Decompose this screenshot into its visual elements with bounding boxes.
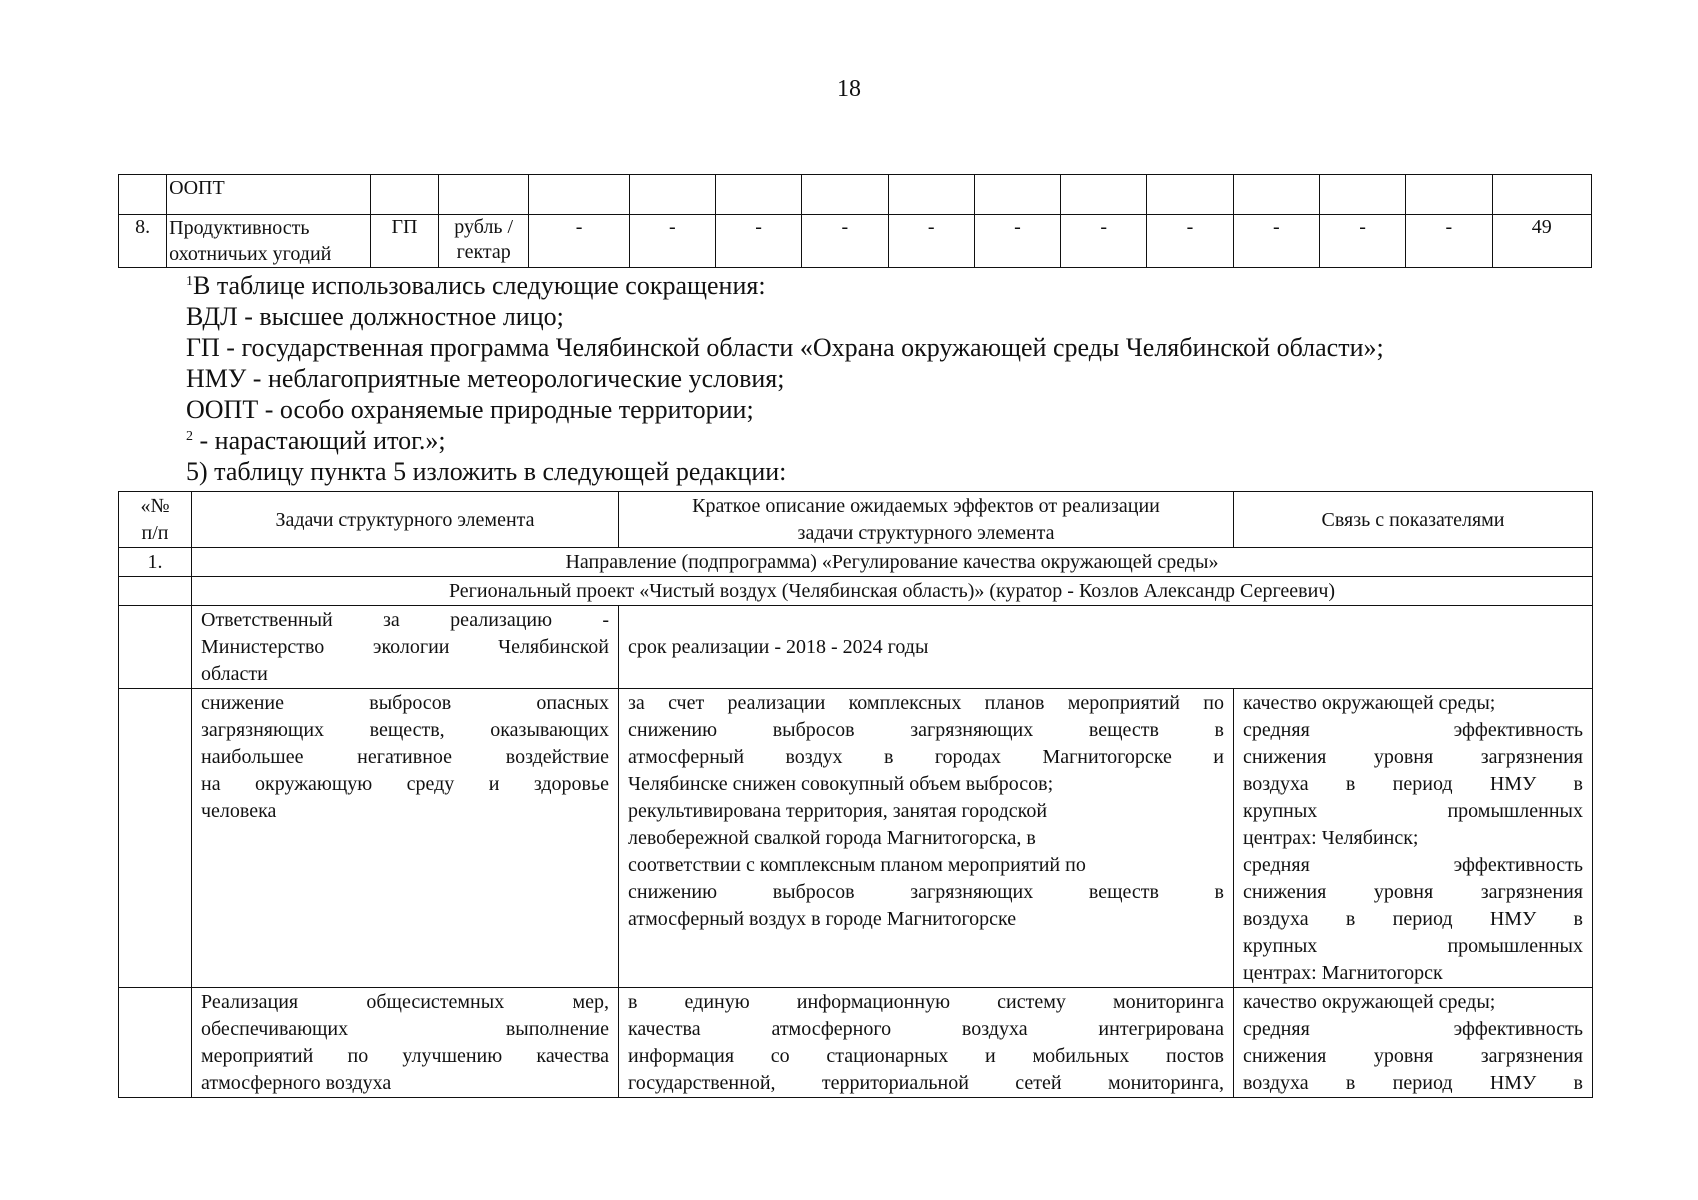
effect-cell: за счет реализации комплексных планов мероприятий по снижению выбросов загрязняющих веществ в атмосферный воздух в городах Магнитогорске и Челябинске снижен совокупный объем выбросов; рекультивирована территория, занятая городской левобережной свалкой города Магнитогорска, в соответствии с комплексным планом мероприятий по снижению выбросов загрязняющих веществ в атмосферный воздух в городе Магнитогорске <box>619 689 1234 988</box>
indicator-name: Продуктивность охотничьих угодий <box>167 215 371 268</box>
note-line: ГП - государственная программа Челябинской области «Охрана окружающей среды Челябинской области»; <box>186 333 1384 362</box>
value-cell: - <box>888 215 974 268</box>
table-header-row <box>119 492 1593 548</box>
effect-cell: в единую информационную систему мониторинга качества атмосферного воздуха интегрирована информация со стационарных и мобильных постов государственной, территориальной сетей мониторинга, <box>619 988 1234 1098</box>
note-line: 5) таблицу пункта 5 изложить в следующей редакции: <box>186 457 787 486</box>
link-cell: качество окружающей среды; средняя эффективность снижения уровня загрязнения воздуха в период НМУ в <box>1234 988 1593 1098</box>
footnotes <box>186 270 1586 487</box>
note-line: $^1$В таблице использовались следующие сокращения: <box>186 271 766 300</box>
value-cell: - <box>1061 215 1147 268</box>
link-cell: качество окружающей среды; средняя эффективность снижения уровня загрязнения воздуха в период НМУ в крупных промышленных центрах: Челябинск; средняя эффективность снижения уровня загрязнения воздуха в период НМУ в крупных промышленных центрах: Магнитогорск <box>1234 689 1593 988</box>
responsible-cell: Ответственный за реализацию - Министерство экологии Челябинской области <box>192 606 619 689</box>
header-num: «№ п/п <box>119 492 192 548</box>
value-cell: - <box>802 215 888 268</box>
table-row <box>119 548 1593 577</box>
value-cell: - <box>1319 215 1405 268</box>
value-cell: - <box>1233 215 1319 268</box>
task-cell: Реализация общесистемных мер, обеспечивающих выполнение мероприятий по улучшению качества атмосферного воздуха <box>192 988 619 1098</box>
note-line: ВДЛ - высшее должностное лицо; <box>186 302 564 331</box>
value-cell: 49 <box>1492 215 1592 268</box>
table-row <box>119 215 1592 268</box>
term-cell: срок реализации - 2018 - 2024 годы <box>619 606 1593 689</box>
table-row <box>119 577 1593 606</box>
indicators-table-fragment <box>118 174 1592 268</box>
row-number: 8. <box>119 215 167 268</box>
project-title: Региональный проект «Чистый воздух (Челябинская область)» (куратор - Козлов Александр Сергеевич) <box>192 577 1593 606</box>
value-cell: - <box>1406 215 1492 268</box>
header-effects: Краткое описание ожидаемых эффектов от реализации задачи структурного элемента <box>619 492 1234 548</box>
value-cell: - <box>974 215 1060 268</box>
value-cell: - <box>1147 215 1233 268</box>
header-link: Связь с показателями <box>1234 492 1593 548</box>
indicator-unit: рубль / гектар <box>439 215 529 268</box>
note-line: НМУ - неблагоприятные метеорологические условия; <box>186 364 785 393</box>
indicator-name: ООПТ <box>167 175 371 215</box>
structural-elements-table <box>118 491 1593 1098</box>
note-line: $^2$ - нарастающий итог.»; <box>186 426 446 455</box>
header-tasks: Задачи структурного элемента <box>192 492 619 548</box>
value-cell: - <box>629 215 715 268</box>
table-row <box>119 689 1593 988</box>
table-row <box>119 988 1593 1098</box>
direction-title: Направление (подпрограмма) «Регулирование качества окружающей среды» <box>192 548 1593 577</box>
value-cell: - <box>529 215 629 268</box>
note-line: ООПТ - особо охраняемые природные территории; <box>186 395 754 424</box>
table-row <box>119 175 1592 215</box>
table-row <box>119 606 1593 689</box>
task-cell: снижение выбросов опасных загрязняющих веществ, оказывающих наибольшее негативное воздействие на окружающую среду и здоровье человека <box>192 689 619 988</box>
value-cell: - <box>715 215 801 268</box>
indicator-type: ГП <box>370 215 438 268</box>
page-number: 18 <box>837 76 861 102</box>
row-number: 1. <box>119 548 192 577</box>
